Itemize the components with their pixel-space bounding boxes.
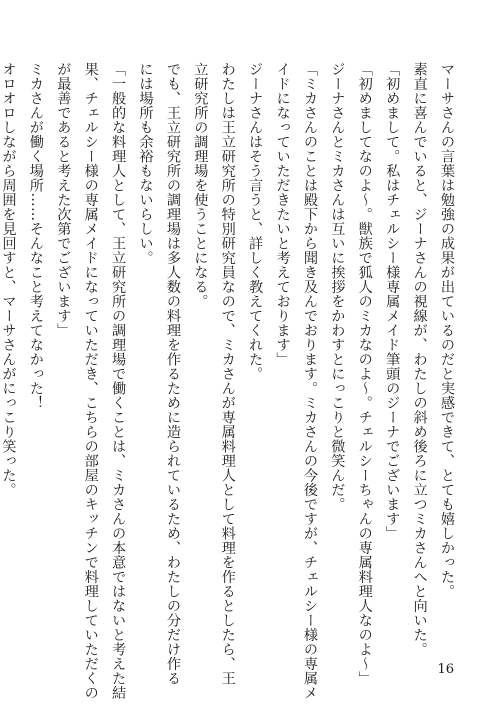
text-line: 素直に喜んでいると、ジーナさんの視線が、わたしの斜め後ろに立つミカさんへと向いた。 [411, 62, 428, 657]
text-line: マーサさんの言葉は勉強の成果が出ているのだと実感できて、とても嬉しかった。 [439, 62, 455, 599]
text-line: オロオロしながら周囲を見回すと、マーサさんがにっこり笑った。 [0, 62, 17, 497]
text-line: 「初めましてなのよ〜。獣族で狐人のミカなのよ〜。チェルシーちゃんの専属料理人なのよ〜」 [356, 62, 373, 686]
text-line: わたしは王立研究所の特別研究員なので、ミカさんが専属料理人として料理を作るとしたら、王 [219, 62, 236, 686]
page-number: 16 [437, 662, 454, 677]
text-line: には場所も余裕もないらしい。 [137, 62, 154, 265]
text-line: ジーナさんはそう言うと、詳しく教えてくれた。 [247, 62, 264, 381]
text-line: ミカさんが働く場所……そんなこと考えてなかった！ [27, 62, 44, 410]
text-line: 「ミカさんのことは殿下から聞き及んでおります。ミカさんの今後ですが、チェルシー様の専属メ [301, 62, 318, 700]
text-line: 立研究所の調理場を使うことになる。 [192, 62, 209, 309]
text-line: でも、王立研究所の調理場は多人数の料理を作るために造られているため、わたしの分だけ作る [164, 62, 181, 686]
text-line: ジーナさんとミカさんは互いに挨拶をかわすとにっこりと微笑んだ。 [329, 62, 346, 512]
text-line: が最善であると考えた次第でございます」 [55, 62, 72, 338]
text-line: 「一般的な料理人として、王立研究所の調理場で働くことは、ミカさんの本意ではないと考えた結 [110, 62, 127, 700]
text-line: イドになっていただきたいと考えております」 [274, 62, 291, 367]
text-line: 果、チェルシー様の専属メイドになっていただき、こちらの部屋のキッチンで料理していただくの [82, 62, 99, 700]
text-line: 「初めまして。私はチェルシー様専属メイド筆頭のジーナでございます」 [384, 62, 401, 541]
